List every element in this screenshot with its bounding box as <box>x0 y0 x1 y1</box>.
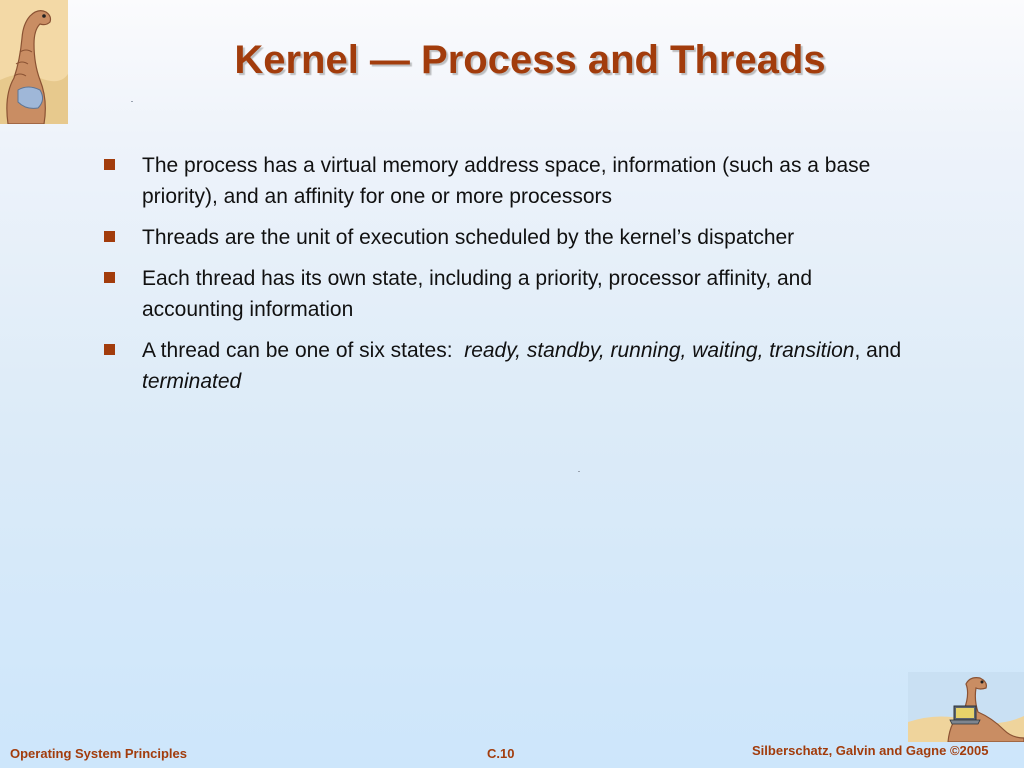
decorative-dot <box>578 471 580 472</box>
thread-state-terminated: terminated <box>142 370 242 393</box>
bullet-item <box>102 263 902 325</box>
square-bullet-icon <box>104 159 115 170</box>
square-bullet-icon <box>104 344 115 355</box>
footer-course-title: Operating System Principles <box>10 746 188 761</box>
bullet-text: Threads are the unit of execution scheduled by the kernel’s dispatcher <box>142 226 795 249</box>
bullet-text: The process has a virtual memory address space, information (such as a base priority), and an affinity for one or more processors <box>142 154 871 208</box>
footer-copyright: Silberschatz, Galvin and Gagne ©2005 <box>752 743 989 758</box>
bullet-list <box>102 150 908 407</box>
dinosaur-logo-icon <box>0 0 68 124</box>
bullet-item <box>102 335 908 397</box>
dinosaur-laptop-icon <box>908 672 1024 742</box>
bullet-item <box>102 222 902 253</box>
decorative-dot <box>131 101 133 102</box>
thread-states-italic: ready, standby, running, waiting, transition <box>464 339 855 362</box>
square-bullet-icon <box>104 231 115 242</box>
bullet-item <box>102 150 902 212</box>
slide-title: Kernel — Process and Threads <box>234 38 826 82</box>
square-bullet-icon <box>104 272 115 283</box>
bullet-text: Each thread has its own state, including a priority, processor affinity, and accounting information <box>142 267 813 321</box>
bullet-text-prefix: A thread can be one of six states: <box>142 339 465 362</box>
footer-slide-number: C.10 <box>487 746 515 761</box>
bullet-text-joiner: , and <box>854 339 908 362</box>
